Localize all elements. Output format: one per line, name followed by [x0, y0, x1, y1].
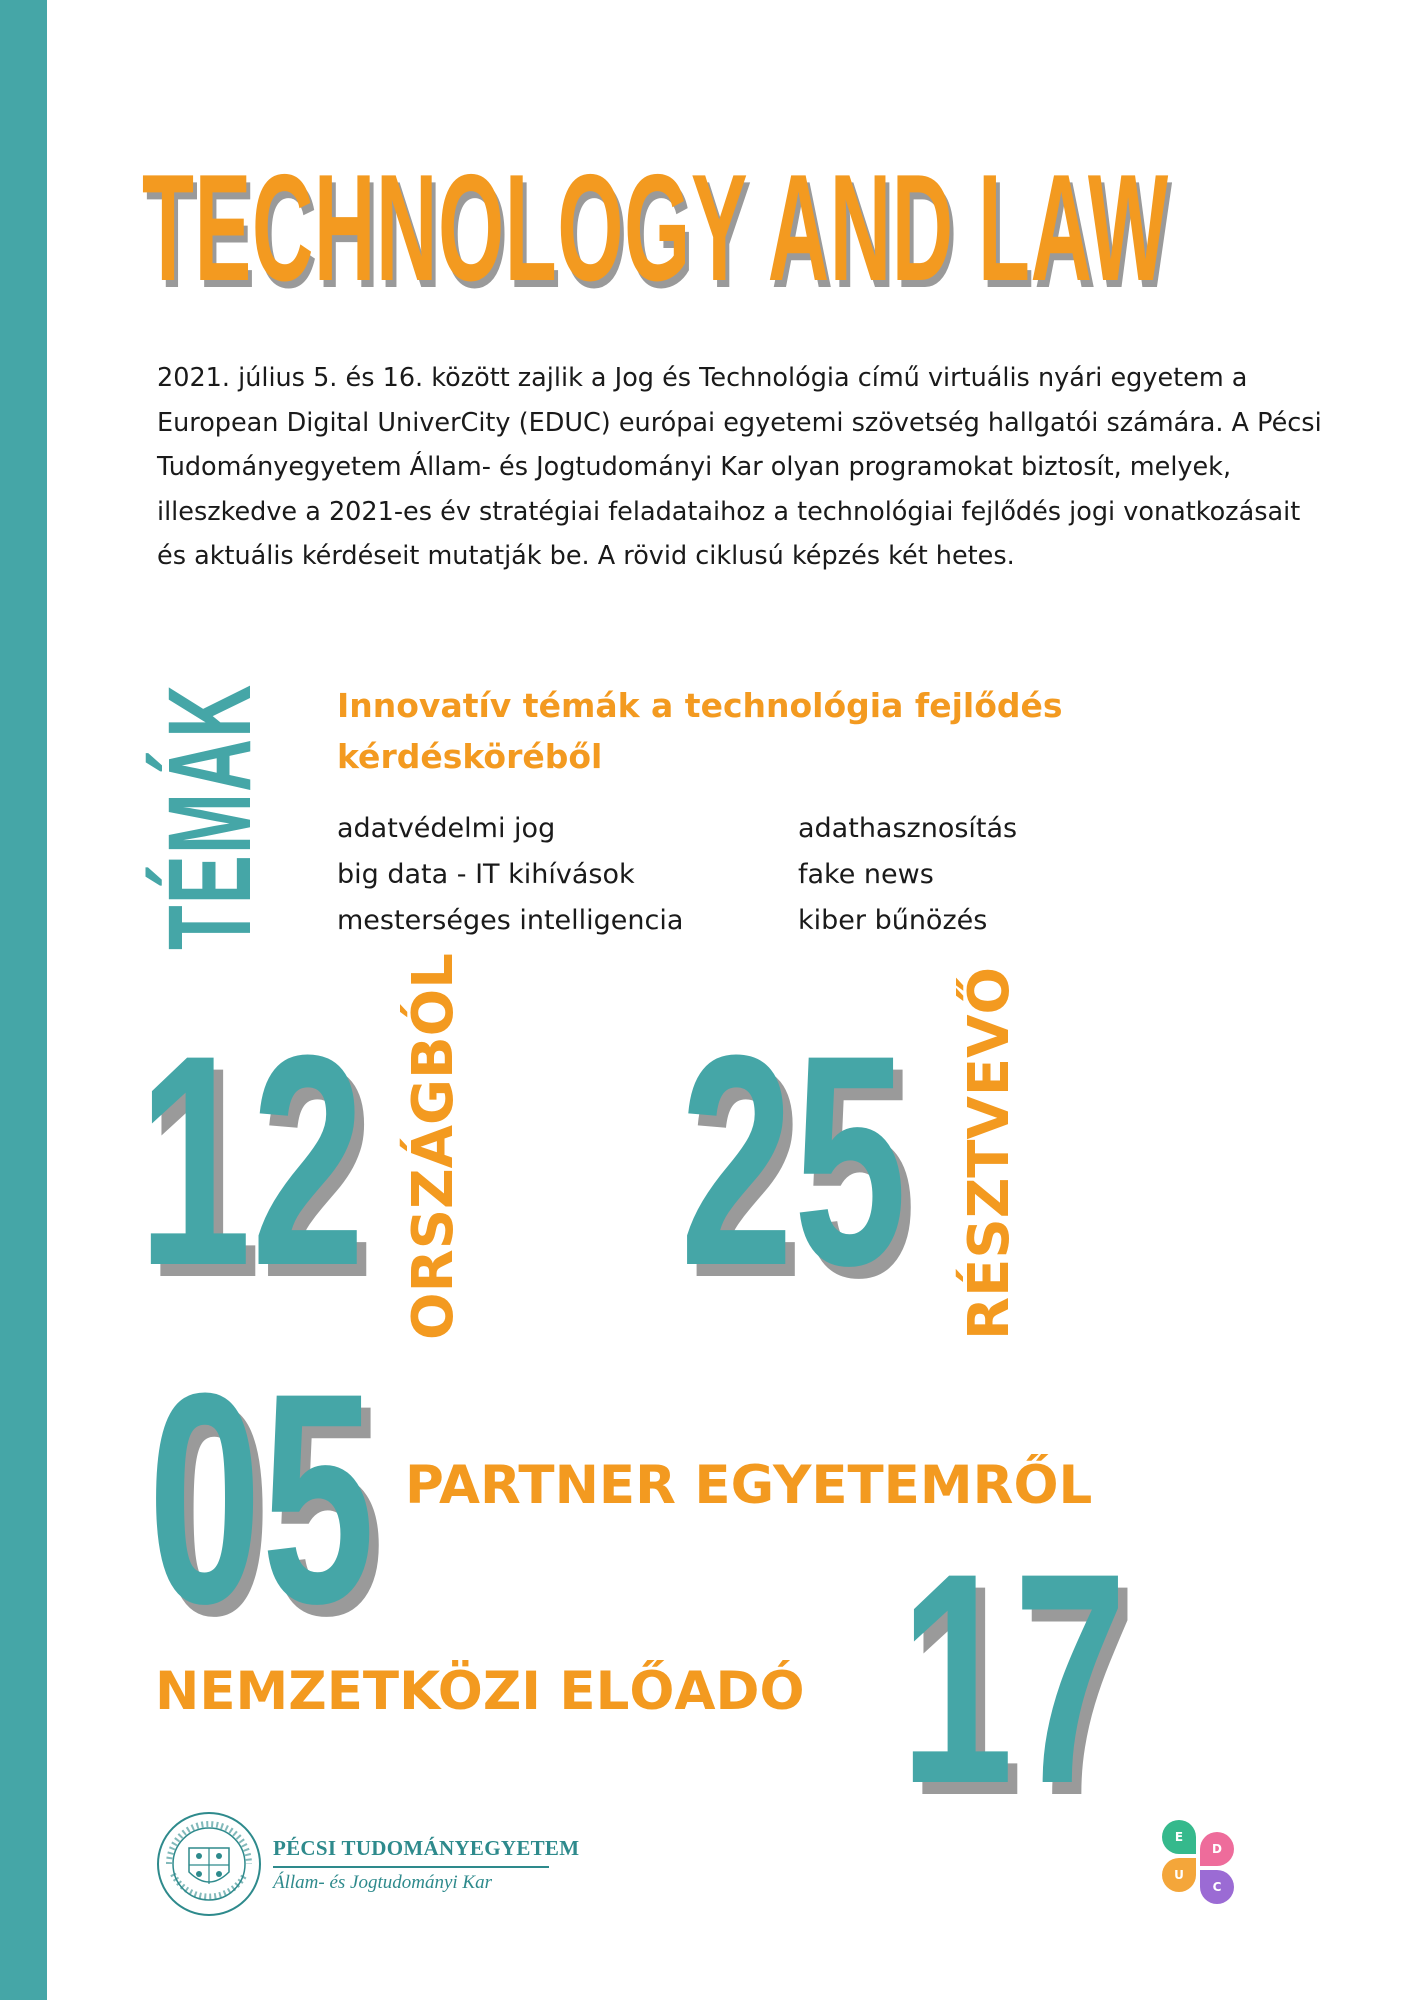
university-logo — [155, 1810, 585, 1920]
topics-heading: Innovatív témák a technológia fejlődés kérdésköréből — [337, 686, 1063, 776]
countries-label: ORSZÁGBÓL — [401, 953, 466, 1340]
universities-label: PARTNER EGYETEMRŐL — [405, 1455, 1093, 1516]
page-title: TECHNOLOGY AND LAW — [142, 143, 1169, 313]
faculty-name: Állam- és Jogtudományi Kar — [273, 1872, 493, 1893]
topic-item: adathasznosítás — [798, 813, 1018, 844]
topics-list-left — [337, 806, 683, 944]
topics-list-right — [798, 806, 1017, 944]
topic-item: mesterséges intelligencia — [337, 905, 684, 936]
divider — [273, 1866, 549, 1868]
speakers-number: 17 — [900, 1510, 1127, 1846]
educ-letter-e: E — [1162, 1820, 1196, 1854]
intro-paragraph: 2021. július 5. és 16. között zajlik a Jog és Technológia című virtuális nyári egyetem a European Digital UniverCity (EDUC) európai egyetemi szövetség hallgatói számára. A Pécsi Tudományegyetem Állam- és Jogtudományi Kar olyan programokat biztosít, melyek, illeszkedve a 2021-es év stratégiai feladataihoz a technológiai fejlődés jogi vonatkozásait és aktuális kérdéseit mutatják be. A rövid ciklusú képzés két hetes. — [157, 363, 1322, 571]
educ-logo — [1162, 1820, 1242, 1900]
countries-number: 12 — [138, 992, 365, 1328]
teal-sidebar — [0, 0, 47, 2000]
topics-vertical-text: TÉMÁK — [144, 683, 276, 950]
topic-item: kiber bűnözés — [798, 905, 988, 936]
topic-item: adatvédelmi jog — [337, 813, 556, 844]
participants-number: 25 — [680, 992, 907, 1328]
university-name: PÉCSI TUDOMÁNYEGYETEM — [273, 1836, 580, 1860]
educ-letter-d: D — [1200, 1832, 1234, 1866]
topic-item: fake news — [798, 859, 934, 890]
topic-item: big data - IT kihívások — [337, 859, 635, 890]
university-seal-icon — [155, 1810, 263, 1918]
educ-letter-u: U — [1162, 1858, 1196, 1892]
participants-label: RÉSZTVEVŐ — [957, 966, 1022, 1340]
educ-letter-c: C — [1200, 1870, 1234, 1904]
speakers-label: NEMZETKÖZI ELŐADÓ — [155, 1661, 805, 1722]
universities-number: 05 — [148, 1330, 375, 1666]
topics-vertical-label — [144, 520, 276, 950]
